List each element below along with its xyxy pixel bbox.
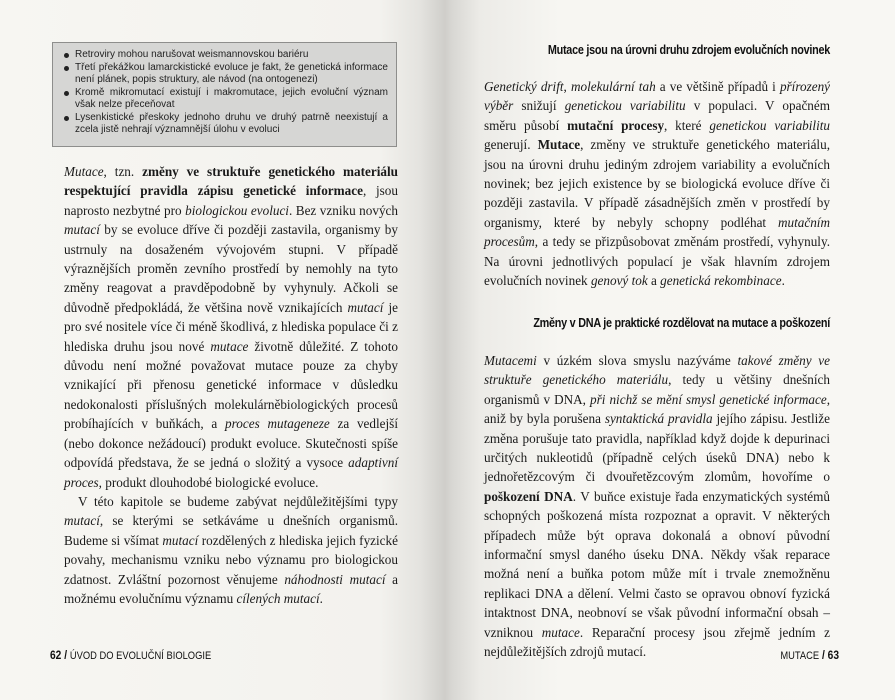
paragraph bbox=[484, 351, 830, 662]
text-run: by se evoluce dříve či později zastavila, organismy by ustrnuly na dosaženém vývojovém stupni. V případě výraznějších proměn zevního prostředí by nemohly na tyto změny reagovat a pravděpodobně by vyhynuly. Ačkoli se důvodně předpokládá, že většina nově vznikajících bbox=[64, 222, 398, 315]
paragraph bbox=[64, 162, 398, 492]
right-page-footer bbox=[780, 648, 839, 662]
term: při nichž se mění smysl genetické informace bbox=[590, 391, 827, 407]
footer-separator: / bbox=[61, 648, 70, 662]
term: adaptivní proces bbox=[64, 455, 398, 490]
summary-box bbox=[52, 42, 397, 147]
footer-separator: / bbox=[819, 648, 828, 662]
term: mutace bbox=[210, 338, 249, 354]
section-heading: Mutace jsou na úrovni druhu zdrojem evolučních novinek bbox=[547, 43, 830, 57]
term: genový tok bbox=[590, 273, 648, 289]
term: genetickou variabilitu bbox=[709, 117, 831, 133]
running-title: MUTACE bbox=[780, 650, 820, 662]
text-run: , produkt dlouhodobé biologické evoluce. bbox=[98, 474, 319, 490]
text-run: a ve většině případů i bbox=[655, 79, 780, 94]
text-run: a možnému evolučnímu významu bbox=[64, 571, 398, 606]
text-run: , tedy u většiny dnešních organismů v DNA, bbox=[484, 372, 830, 407]
text-run: , aniž by byla porušena bbox=[484, 391, 830, 427]
text-run: , bbox=[563, 79, 571, 94]
summary-list bbox=[61, 49, 388, 137]
term: genetickou variabilitu bbox=[564, 98, 686, 114]
right-body-text-1 bbox=[484, 77, 830, 290]
paragraph bbox=[64, 492, 398, 608]
bold-term: změny ve struktuře genetického materiálu respektující pravidla zápisu genetické informace bbox=[64, 164, 398, 199]
left-body-text bbox=[64, 162, 398, 608]
right-body-text-2 bbox=[484, 351, 830, 662]
term: Mutace bbox=[64, 164, 104, 179]
bold-term: poškození DNA bbox=[484, 488, 573, 504]
text-run: . Bez vzniku nových bbox=[288, 202, 399, 218]
text-run: jejího zápisu. Jestliže změna porušuje tato pravidla, například když dojde k depurinaci určitých nukleotidů (případně celých úseků DNA) nebo k jednořetězcovým či dvouřetězcovým zlomům, hovoříme o bbox=[484, 411, 830, 485]
summary-item: Lysenkistické přeskoky jednoho druhu ve druhý patrně neexistují a zcela jistě nehrají významnější úlohu v evoluci bbox=[61, 112, 388, 137]
term: syntaktická pravidla bbox=[604, 411, 713, 427]
term: mutací bbox=[347, 299, 384, 315]
text-run: snižují bbox=[513, 98, 565, 114]
term: proces mutageneze bbox=[225, 416, 330, 432]
term: přírozený výběr bbox=[484, 79, 831, 114]
section-heading: Změny v DNA je praktické rozdělovat na mutace a poškození bbox=[533, 316, 830, 330]
left-page bbox=[0, 0, 447, 700]
text-run: za vedlejší (nebo dokonce nežádoucí) produkt evoluce. Skutečnosti spíše odpovídá představa, že se jedná o složitý a vysoce bbox=[64, 416, 398, 471]
term: takové změny ve struktuře genetického materiálu bbox=[484, 353, 830, 388]
text-run: a bbox=[647, 273, 661, 289]
page-number: 63 bbox=[827, 648, 839, 662]
text-run: v populaci. V opačném směru působí bbox=[484, 98, 831, 133]
text-run: , tzn. bbox=[103, 164, 143, 179]
right-page bbox=[448, 0, 895, 700]
text-run: , a tedy se přizpůsobovat změnám prostředí, vyhynuly. Na úrovni jednotlivých populací je však hlavním zdrojem evolučních novinek bbox=[484, 234, 830, 289]
text-run: rozdělených z hlediska jejich fyzické povahy, mechanismu vzniku nebo významu pro biologickou zdatnost. Zvláštní pozornost věnujeme bbox=[64, 532, 398, 587]
term: mutačním procesům bbox=[484, 214, 830, 250]
page-number: 62 bbox=[50, 648, 62, 662]
text-run: životně důležité. Z tohoto důvodu není možné považovat mutace pouze za chyby vznikající při přenosu genetické informace v důsledku nedokonalosti příslušných molekulárněbiologických procesů probíhajících v buňkách, a bbox=[64, 338, 398, 432]
text-run: , které bbox=[664, 117, 710, 133]
summary-item: Kromě mikromutací existují i makromutace, jejich evoluční význam však nelze přeceňovat bbox=[61, 87, 388, 112]
term: mutací bbox=[64, 513, 100, 529]
text-run: . V buňce existuje řada enzymatických systémů schopných poškozená místa rozpoznat a opravit. V některých případech může být oprava dokonalá a obnoví původní informační smysl daného úseku DNA. Někdy však reparace možná není a buňka potom může mít i trvale znemožněnu replikaci DNA a dělení. Velmi často se opravou obnoví fyzická intaktnost DNA, neobnoví se však původní informační obsah – vzniknou bbox=[484, 488, 830, 640]
term: mutací bbox=[162, 532, 199, 548]
text-run: . bbox=[781, 273, 785, 289]
term: náhodnosti mutací bbox=[284, 571, 386, 587]
text-run: , změny ve struktuře genetického materiálu, jsou na úrovni druhu jediným zdrojem variability a evolučních novinek; bez jejich existence by se biologická evoluce dříve či později zastavila. V případě zásadnějších změn v prostředí by organismy, které by nebyly schopny podléhat bbox=[484, 137, 830, 230]
text-run: , se kterými se setkáváme u dnešních organismů. Budeme si všímat bbox=[64, 513, 398, 548]
running-title: ÚVOD DO EVOLUČNÍ BIOLOGIE bbox=[69, 650, 212, 662]
text-run: . bbox=[319, 590, 323, 606]
term: cílených mutací bbox=[236, 590, 320, 606]
term: Mutacemi bbox=[484, 353, 537, 368]
term: mutace bbox=[541, 624, 580, 640]
term: mutací bbox=[64, 222, 100, 238]
summary-item: Retroviry mohou narušovat weismannovskou bariéru bbox=[61, 49, 388, 62]
text-run: v úzkém slova smyslu nazýváme bbox=[536, 353, 738, 368]
left-page-footer bbox=[50, 648, 211, 662]
bold-term: mutační procesy bbox=[567, 117, 665, 133]
text-run: . Reparační procesy jsou zřejmě jedním z nejdůležitějších zdrojů mutací. bbox=[484, 624, 830, 660]
summary-item: Třetí překážkou lamarckistické evoluce je fakt, že genetická informace není plánek, popis struktury, ale návod (na ontogenezi) bbox=[61, 62, 388, 87]
paragraph bbox=[484, 77, 830, 290]
term: genetická rekombinace bbox=[660, 273, 782, 289]
text-run: V této kapitole se budeme zabývat nejdůležitějšími typy bbox=[78, 493, 398, 509]
bold-term: Mutace bbox=[537, 137, 581, 153]
text-run: je pro své nositele více či méně škodlivá, z hlediska populace či z hlediska druhu jsou nové bbox=[64, 299, 398, 354]
term: Genetický drift bbox=[484, 79, 564, 94]
text-run: generují. bbox=[484, 137, 538, 153]
term: molekulární tah bbox=[570, 79, 656, 94]
text-run: , jsou naprosto nezbytné pro bbox=[64, 183, 398, 218]
term: biologickou evoluci bbox=[185, 202, 289, 218]
